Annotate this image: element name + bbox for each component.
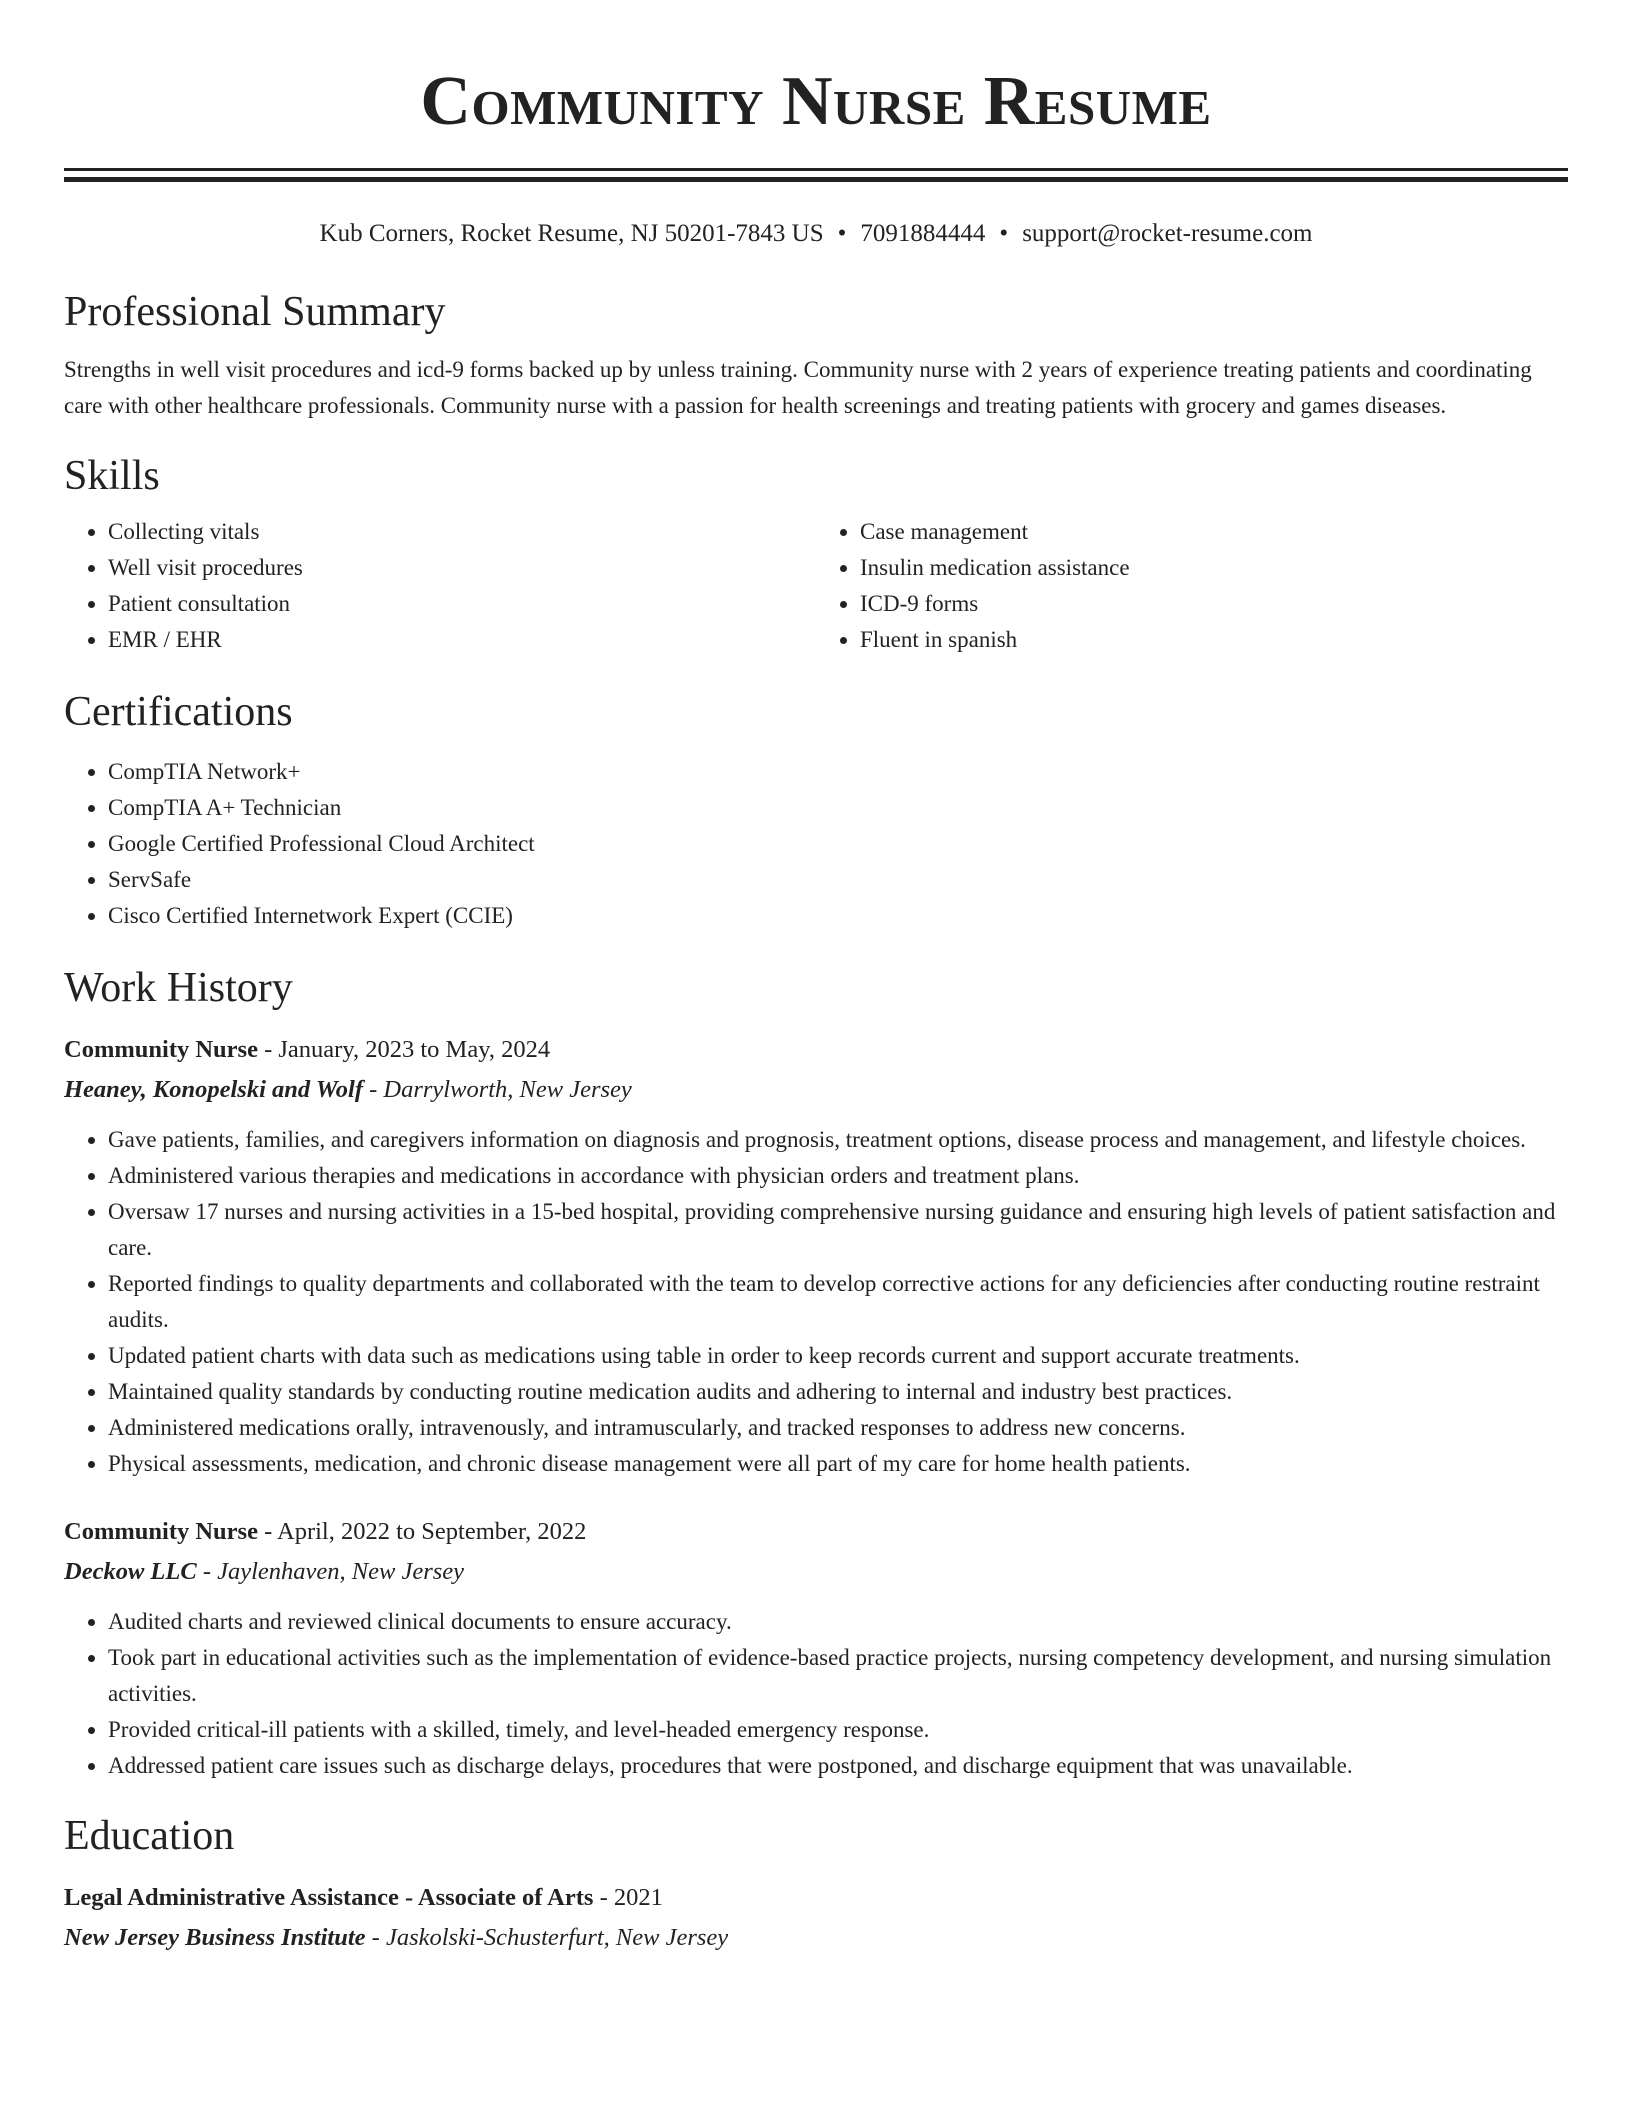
skills-column-left: [64, 514, 816, 658]
job-bullet: • Provided critical-ill patients with a skilled, timely, and level-headed emergency response.: [108, 1712, 1568, 1748]
job-dates: - January, 2023 to May, 2024: [257, 1036, 551, 1063]
education-heading: Education: [64, 1813, 235, 1859]
job-bullet: • Oversaw 17 nurses and nursing activities in a 15-bed hospital, providing comprehensive nursing guidance and ensuring high levels of patient satisfaction and care.: [108, 1194, 1568, 1266]
skill-item: • Well visit procedures: [108, 550, 816, 586]
work-history-heading: Work History: [64, 965, 293, 1011]
job-company-line: [64, 1552, 1568, 1592]
job-company: Heaney, Konopelski and Wolf: [64, 1076, 364, 1103]
certification-item: • Google Certified Professional Cloud Architect: [108, 826, 1568, 862]
skill-item: • Case management: [860, 514, 1568, 550]
job-bullets: [64, 1122, 1568, 1482]
job-company: Deckow LLC: [64, 1558, 197, 1585]
job-entry: [64, 1512, 1568, 1784]
job-dates: - April, 2022 to September, 2022: [257, 1518, 587, 1545]
skill-item: • Patient consultation: [108, 586, 816, 622]
education-school: New Jersey Business Institute: [64, 1924, 366, 1951]
education-school-line: [64, 1918, 1568, 1958]
resume-title: Community Nurse Resume: [420, 63, 1212, 140]
job-bullet: • Administered various therapies and medications in accordance with physician orders and treatment plans.: [108, 1158, 1568, 1194]
education-entry: [64, 1878, 1568, 1958]
skills-heading: Skills: [64, 453, 160, 499]
contact-address: Kub Corners, Rocket Resume, NJ 50201-7843 US: [319, 220, 824, 247]
summary-text: Strengths in well visit procedures and icd-9 forms backed up by unless training. Community nurse with 2 years of experience treating patients and coordinating care with other healthcare professionals. Community nurse with a passion for health screenings and treating patients with grocery and games diseases.: [64, 357, 1532, 418]
skills-list: [64, 514, 1568, 658]
job-entry: [64, 1030, 1568, 1482]
contact-separator: •: [837, 220, 847, 247]
skills-column-right: [816, 514, 1568, 658]
job-title: Community Nurse: [64, 1518, 258, 1545]
skill-item: • ICD-9 forms: [860, 586, 1568, 622]
certification-item: • CompTIA Network+: [108, 754, 1568, 790]
certification-item: • Cisco Certified Internetwork Expert (CCIE): [108, 898, 1568, 934]
certification-item: • ServSafe: [108, 862, 1568, 898]
job-location: - Jaylenhaven, New Jersey: [196, 1558, 465, 1585]
job-company-line: [64, 1070, 1568, 1110]
job-bullet: • Gave patients, families, and caregivers information on diagnosis and prognosis, treatment options, disease process and management, and lifestyle choices.: [108, 1122, 1568, 1158]
title-divider-bottom: [64, 177, 1568, 182]
skill-item: • EMR / EHR: [108, 622, 816, 658]
contact-separator: •: [999, 220, 1009, 247]
job-bullet: • Took part in educational activities such as the implementation of evidence-based practice projects, nursing competency development, and nursing simulation activities.: [108, 1640, 1568, 1712]
job-bullet: • Physical assessments, medication, and chronic disease management were all part of my care for home health patients.: [108, 1446, 1568, 1482]
contact-phone: 7091884444: [860, 220, 986, 247]
skill-item: • Collecting vitals: [108, 514, 816, 550]
job-bullet: • Reported findings to quality departments and collaborated with the team to develop corrective actions for any deficiencies after conducting routine restraint audits.: [108, 1266, 1568, 1338]
job-bullets: [64, 1604, 1568, 1784]
job-bullet: • Addressed patient care issues such as discharge delays, procedures that were postponed, and discharge equipment that was unavailable.: [108, 1748, 1568, 1784]
job-bullet: • Updated patient charts with data such as medications using table in order to keep records current and support accurate treatments.: [108, 1338, 1568, 1374]
contact-email: support@rocket-resume.com: [1022, 220, 1313, 247]
summary-heading: Professional Summary: [64, 289, 446, 335]
job-bullet: • Audited charts and reviewed clinical documents to ensure accuracy.: [108, 1604, 1568, 1640]
job-location: - Darrylworth, New Jersey: [363, 1076, 632, 1103]
job-title: Community Nurse: [64, 1036, 258, 1063]
education-location: - Jaskolski-Schusterfurt, New Jersey: [365, 1924, 729, 1951]
job-bullet: • Maintained quality standards by conducting routine medication audits and adhering to internal and industry best practices.: [108, 1374, 1568, 1410]
skill-item: • Insulin medication assistance: [860, 550, 1568, 586]
education-degree: Legal Administrative Assistance - Associate of Arts: [64, 1884, 594, 1911]
title-divider-top: [64, 168, 1568, 171]
education-degree-line: [64, 1878, 1568, 1918]
job-bullet: • Administered medications orally, intravenously, and intramuscularly, and tracked responses to address new concerns.: [108, 1410, 1568, 1446]
certifications-list: [64, 754, 1568, 934]
certifications-heading: Certifications: [64, 689, 293, 735]
job-title-line: [64, 1030, 1568, 1070]
skill-item: • Fluent in spanish: [860, 622, 1568, 658]
certification-item: • CompTIA A+ Technician: [108, 790, 1568, 826]
education-year: - 2021: [593, 1884, 663, 1911]
job-title-line: [64, 1512, 1568, 1552]
contact-line: [64, 216, 1568, 252]
